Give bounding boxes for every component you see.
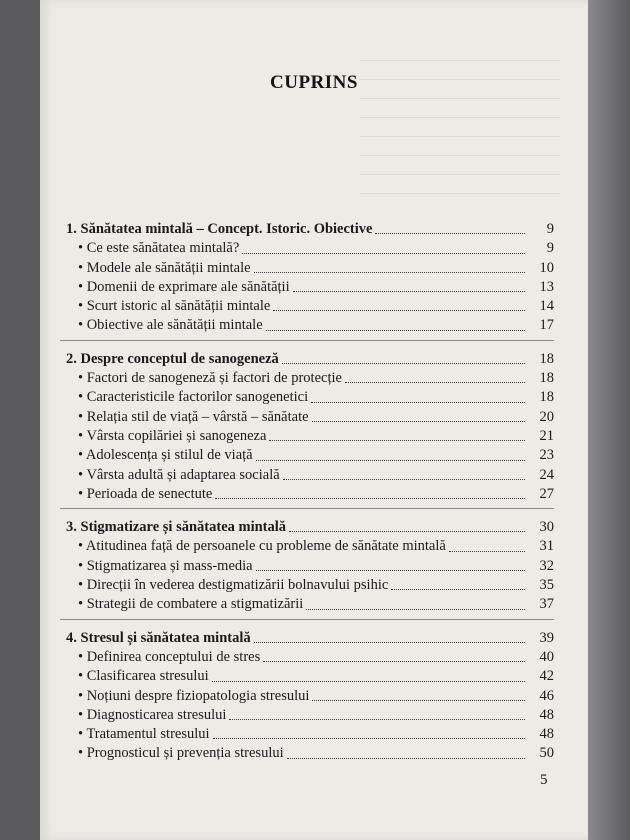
toc-entry: • Stigmatizarea și mass-media 32 (78, 557, 554, 574)
toc-section-3 (50, 518, 554, 619)
toc-entry: • Domenii de exprimare ale sănătății 13 (78, 278, 554, 295)
toc-entry: • Factori de sanogeneză și factori de protecție 18 (78, 370, 554, 387)
toc-section-4 (50, 629, 554, 764)
background-surface (588, 0, 630, 840)
toc-section-2 (50, 350, 554, 509)
section-divider (60, 619, 554, 620)
toc-entry: • Ce este sănătatea mintală? 9 (78, 240, 554, 257)
toc-entry: • Adolescența și stilul de viață 23 (78, 447, 554, 464)
section-divider (60, 508, 554, 509)
toc-entry: • Atitudinea față de persoanele cu probleme de sănătate mintală 31 (78, 538, 554, 555)
page-number: 5 (540, 772, 548, 788)
toc-heading: 1. Sănătatea mintală – Concept. Istoric. Obiective 9 (66, 221, 554, 237)
toc-entry: • Prognosticul și prevenția stresului 50 (78, 745, 554, 762)
toc-heading: 2. Despre conceptul de sanogeneză 18 (66, 350, 554, 367)
toc-section-1 (50, 220, 554, 341)
toc-entry: • Tratamentul stresului 48 (78, 726, 554, 743)
toc-heading: 4. Stresul și sănătatea mintală 39 (66, 629, 554, 646)
toc-entry: • Vârsta copilăriei și sanogeneza 21 (78, 427, 554, 444)
toc-entry: • Scurt istoric al sănătății mintale 14 (78, 298, 554, 315)
toc-entry: • Definirea conceptului de stres 40 (78, 648, 554, 665)
toc-entry: • Diagnosticarea stresului 48 (78, 706, 554, 723)
page-title: CUPRINS (270, 72, 358, 93)
toc-entry: • Modele ale sănătății mintale 10 (78, 259, 554, 276)
toc-entry: • Relația stil de viață – vârstă – sănătate 20 (78, 408, 554, 425)
toc-entry: • Clasificarea stresului 42 (78, 668, 554, 685)
table-of-contents (50, 220, 554, 773)
toc-entry: • Strategii de combatere a stigmatizării 37 (78, 596, 554, 613)
toc-entry: • Vârsta adultă și adaptarea socială 24 (78, 466, 554, 483)
bleed-through-text (360, 44, 560, 194)
toc-entry: • Perioada de senectute 27 (78, 485, 554, 502)
section-divider (60, 340, 554, 341)
book-page (40, 0, 588, 840)
toc-heading: 3. Stigmatizare și sănătatea mintală 30 (66, 519, 554, 536)
toc-entry: • Direcții în vederea destigmatizării bolnavului psihic 35 (78, 577, 554, 594)
toc-entry: • Obiective ale sănătății mintale 17 (78, 317, 554, 334)
toc-entry: • Caracteristicile factorilor sanogenetici 18 (78, 389, 554, 406)
toc-entry: • Noțiuni despre fiziopatologia stresului 46 (78, 687, 554, 704)
